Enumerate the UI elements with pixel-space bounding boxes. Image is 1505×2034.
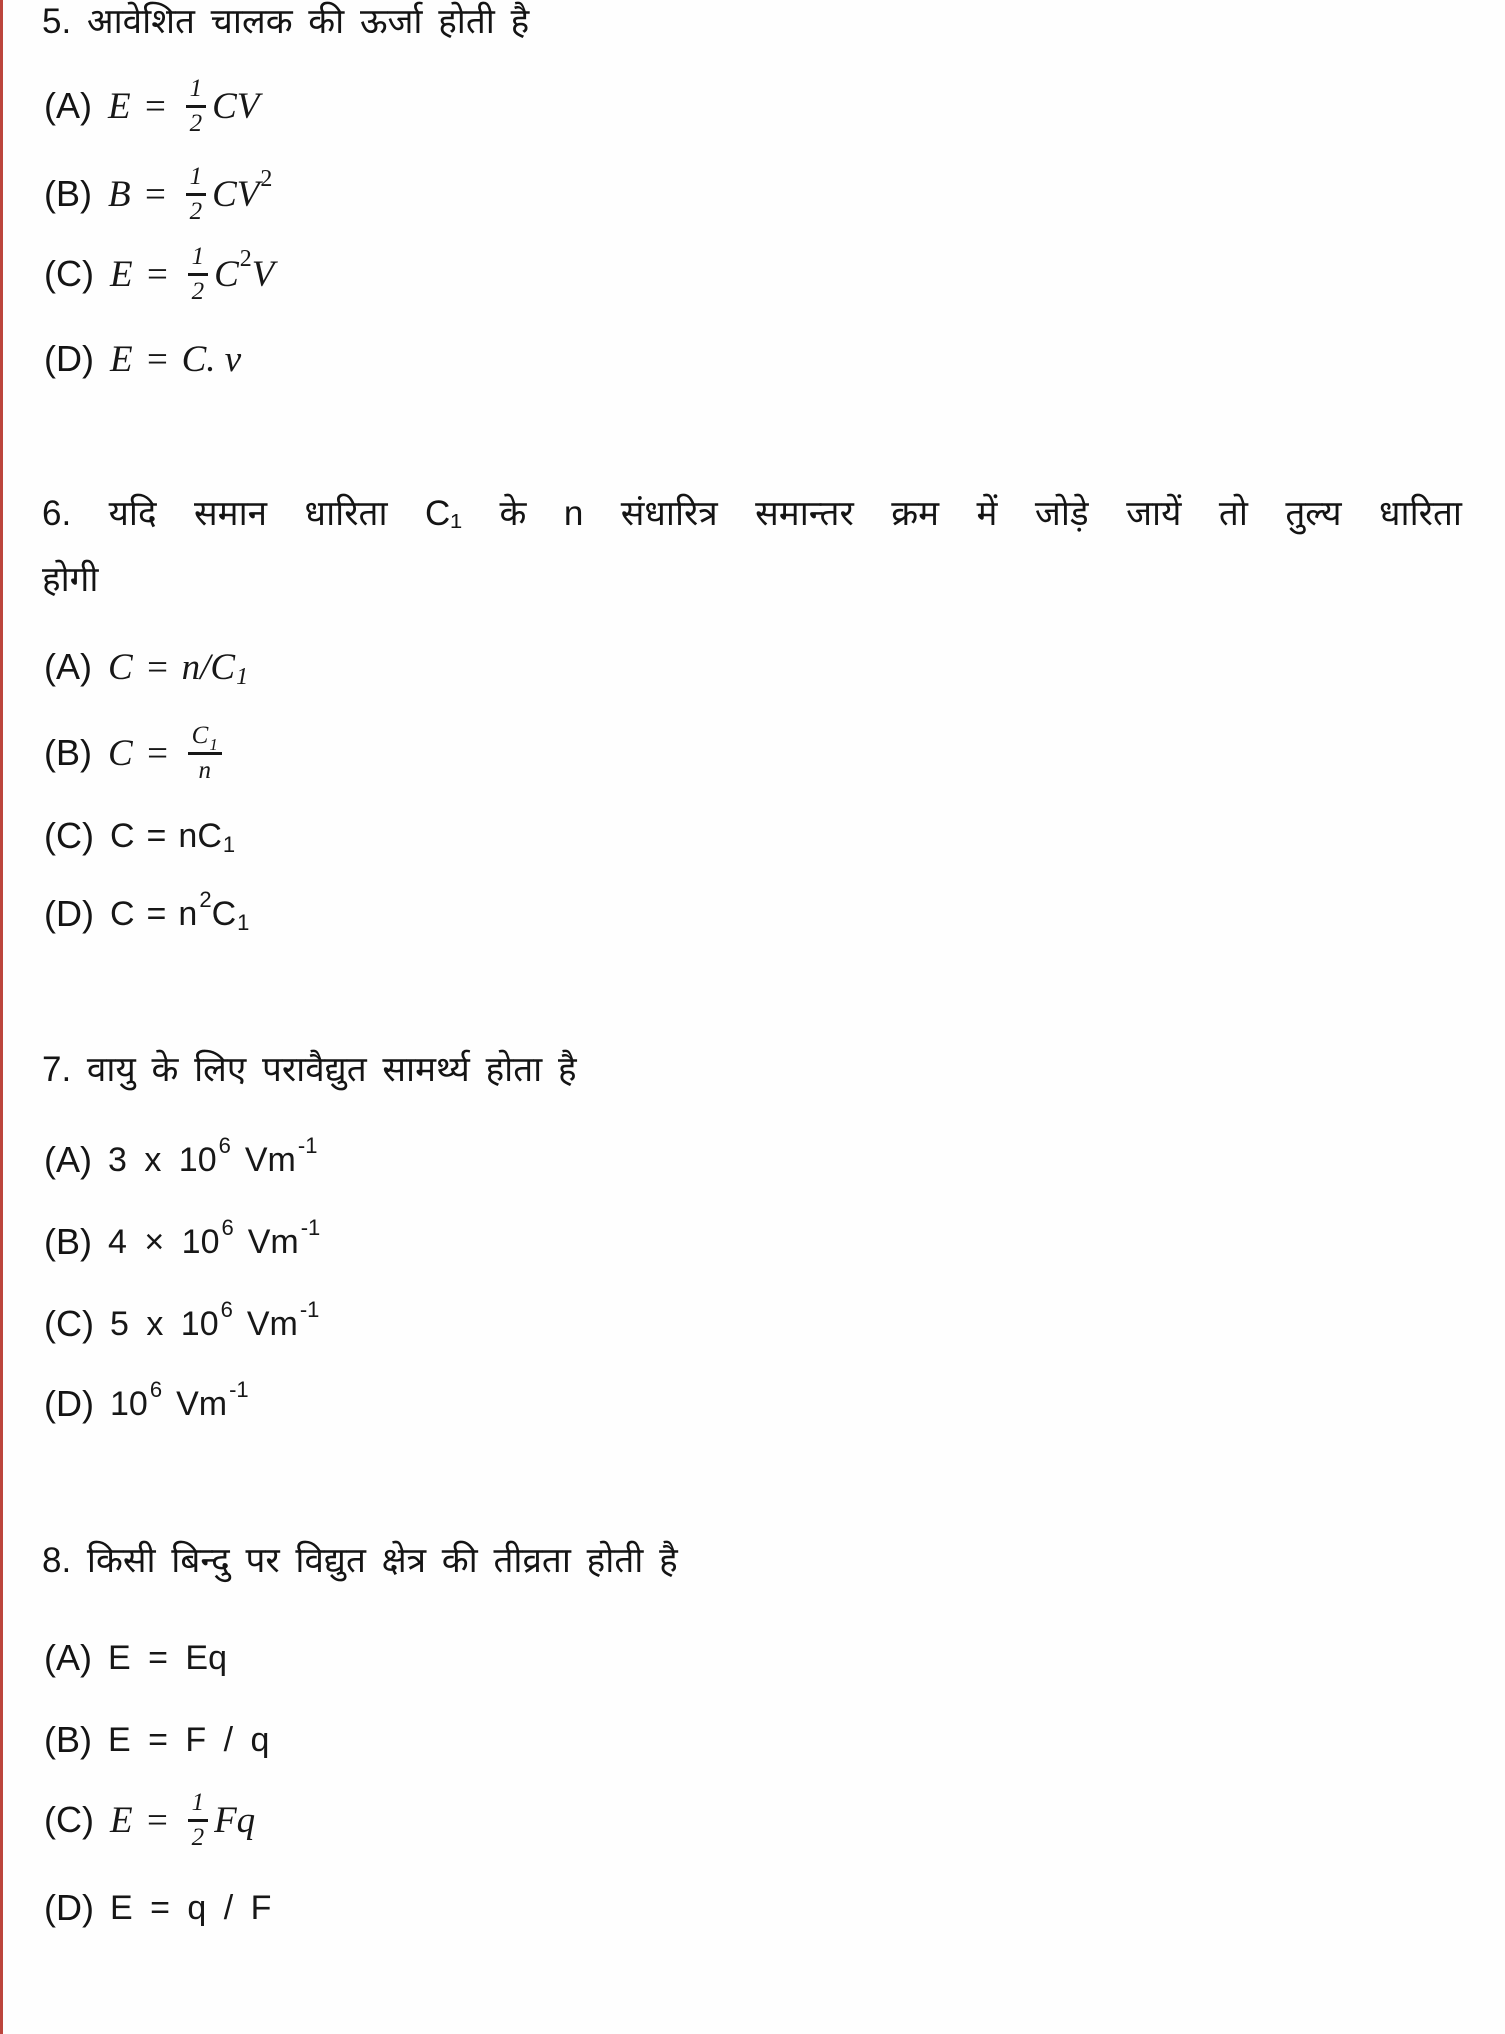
q8-option-d-label: (D)	[44, 1887, 94, 1928]
q5-d-rhs: C. v	[181, 338, 242, 380]
q5-option-a-label: (A)	[44, 85, 92, 126]
q7-c-unit: Vm	[246, 1304, 298, 1343]
q8-option-a	[44, 1634, 227, 1682]
q5-option-c	[44, 242, 274, 306]
q6-title-line2: होगी	[42, 560, 99, 599]
q5-b-exponent: 2	[260, 165, 273, 192]
q5-a-equals: =	[142, 85, 168, 127]
q5-option-c-label: (C)	[44, 253, 94, 294]
q8-option-a-label: (A)	[44, 1637, 92, 1678]
q7-d-base: 10	[109, 1384, 148, 1423]
q7-c-unit-exponent: -1	[299, 1297, 320, 1322]
q7-option-b	[44, 1215, 321, 1266]
q8-option-c-label: (C)	[44, 1799, 94, 1840]
q6-option-c-label: (C)	[44, 815, 94, 856]
q6-option-a-label: (A)	[44, 646, 92, 687]
q7-a-exponent: 6	[218, 1133, 231, 1158]
q7-b-exponent: 6	[221, 1215, 234, 1240]
q7-c-base: 5 x 10	[109, 1304, 219, 1343]
q5-b-lhs: B	[108, 173, 131, 215]
q5-option-b	[44, 162, 272, 226]
q8-c-fraction: $\frac{1}{2}$	[188, 1789, 209, 1851]
q5-d-lhs: E	[109, 338, 133, 380]
q7-a-unit: Vm	[244, 1140, 296, 1179]
q6-a-subscript: 1	[236, 663, 249, 690]
q7-d-unit: Vm	[176, 1384, 228, 1423]
q7-a-base: 3 x 10	[108, 1140, 217, 1179]
q8-d-formula: E = q / F	[109, 1888, 272, 1927]
q7-d-unit-exponent: -1	[229, 1377, 249, 1402]
q7-option-a	[44, 1133, 318, 1184]
q7-option-d-label: (D)	[44, 1383, 94, 1424]
q8-option-b	[44, 1716, 269, 1764]
q5-c-equals: =	[144, 253, 170, 295]
q6-d-base: n	[178, 894, 198, 933]
q7-option-c-label: (C)	[44, 1303, 94, 1344]
q5-b-equals: =	[142, 173, 168, 215]
q6-option-b-label: (B)	[44, 732, 92, 773]
q5-a-lhs: E	[108, 85, 131, 127]
left-edge-artifact	[0, 0, 3, 2034]
q7-title: 7. वायु के लिए परावैद्युत सामर्थ्य होता है	[42, 1050, 577, 1089]
q7-option-c	[44, 1297, 320, 1348]
q8-option-d	[44, 1884, 271, 1932]
q5-b-rhs: CV	[212, 173, 260, 215]
q8-c-rhs: Fq	[214, 1799, 256, 1841]
q6-c-equals: =	[146, 816, 167, 855]
q7-b-base: 4 × 10	[108, 1222, 220, 1261]
q7-b-unit-exponent: -1	[300, 1215, 321, 1240]
q6-c-lhs: C	[109, 816, 135, 855]
q6-d-rhs: C	[211, 894, 237, 933]
q7-option-a-label: (A)	[44, 1139, 92, 1180]
q8-option-b-label: (B)	[44, 1719, 92, 1760]
q7-b-unit: Vm	[247, 1222, 299, 1261]
q7-option-d	[44, 1377, 249, 1428]
q6-option-d	[44, 888, 249, 940]
q6-b-fraction: $\frac{C_1}{n}$	[188, 722, 222, 784]
q6-a-lhs: C	[108, 646, 133, 688]
q5-a-fraction: $\frac{1}{2}$	[186, 75, 207, 137]
q6-d-lhs: C	[109, 894, 135, 933]
q5-c-exponent: 2	[239, 245, 252, 272]
q6-a-equals: =	[144, 646, 170, 688]
q6-c-rhs: nC	[178, 816, 222, 855]
q6-b-num-subscript: 1	[209, 735, 218, 754]
q6-option-d-label: (D)	[44, 893, 94, 934]
q6-option-b	[44, 716, 228, 790]
q5-option-b-label: (B)	[44, 173, 92, 214]
q6-d-subscript: 1	[237, 910, 250, 935]
q5-d-equals: =	[144, 338, 170, 380]
q7-a-unit-exponent: -1	[297, 1133, 318, 1158]
q5-c-lhs: E	[109, 253, 133, 295]
q6-option-a	[44, 642, 248, 692]
q8-title: 8. किसी बिन्दु पर विद्युत क्षेत्र की तीव्रता होती है	[42, 1541, 678, 1580]
q6-option-c	[44, 812, 235, 860]
q6-b-equals: =	[144, 732, 170, 774]
q7-d-exponent: 6	[149, 1377, 163, 1402]
q6-d-equals: =	[146, 894, 167, 933]
q8-c-equals: =	[144, 1799, 170, 1841]
q6-d-exponent: 2	[199, 887, 212, 912]
q6-title-line1: 6. यदि समान धारिता C₁ के n संधारित्र समान्तर क्रम में जोड़े जायें तो तुल्य धारिता	[42, 494, 1462, 533]
q7-option-b-label: (B)	[44, 1221, 92, 1262]
q6-c-subscript: 1	[222, 832, 236, 857]
q5-c-rhs2: V	[251, 253, 275, 295]
q6-b-lhs: C	[108, 732, 133, 774]
q8-option-c	[44, 1786, 255, 1854]
q5-a-rhs: CV	[212, 85, 260, 127]
q5-title: 5. आवेशित चालक की ऊर्जा होती है	[42, 2, 530, 41]
q8-a-formula: E = Eq	[108, 1638, 228, 1677]
q5-option-d-label: (D)	[44, 338, 94, 379]
q5-c-rhs1: C	[214, 253, 239, 295]
q5-c-fraction: $\frac{1}{2}$	[188, 243, 209, 305]
q8-c-lhs: E	[109, 1799, 133, 1841]
q8-b-formula: E = F / q	[108, 1720, 270, 1759]
q6-a-rhs: n/C	[181, 646, 236, 688]
q5-b-fraction: $\frac{1}{2}$	[186, 163, 207, 225]
q7-c-exponent: 6	[220, 1297, 233, 1322]
q5-option-d	[44, 336, 241, 382]
q5-option-a	[44, 74, 259, 138]
